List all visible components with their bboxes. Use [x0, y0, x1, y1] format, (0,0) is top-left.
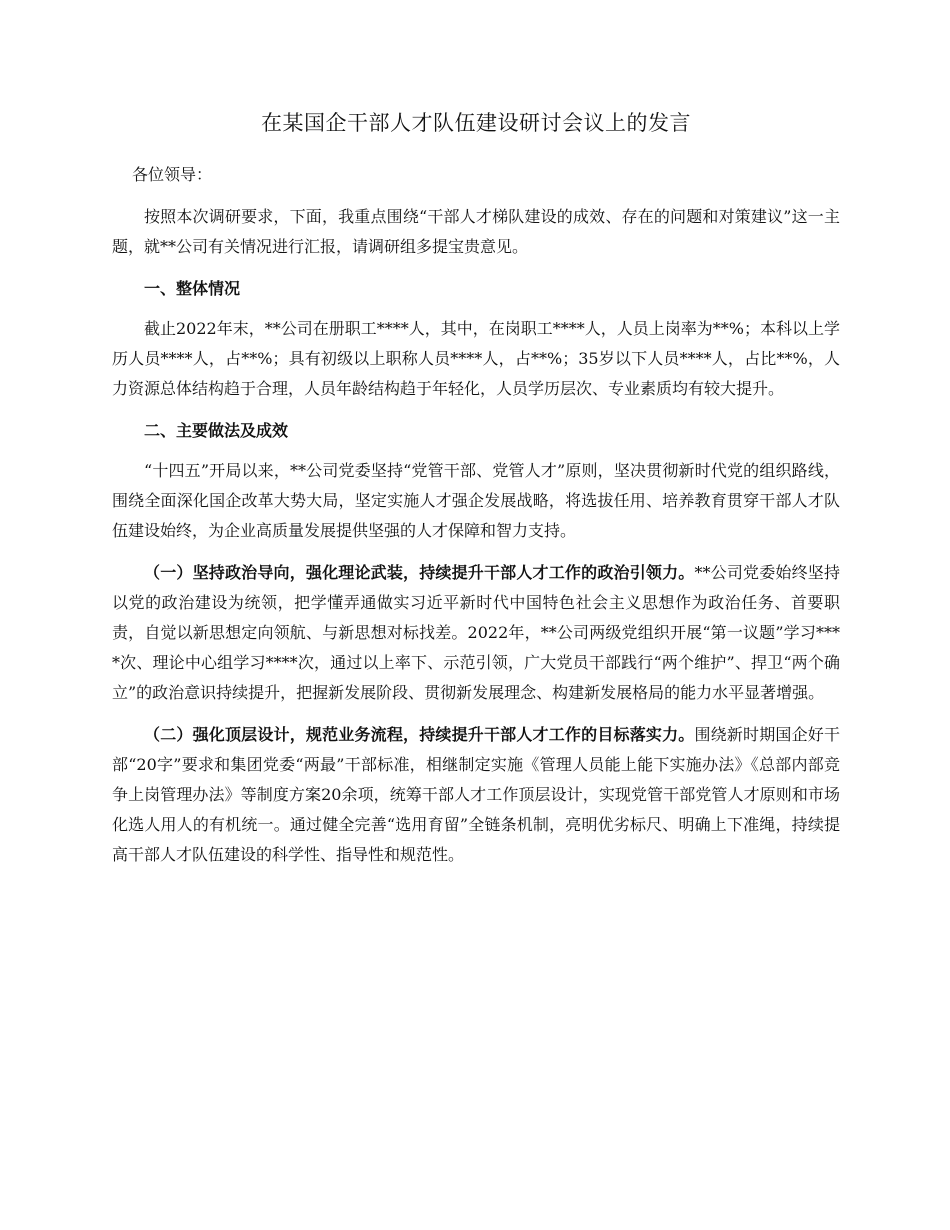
subsection-political-guidance — [112, 558, 840, 708]
subsection-lead-political: （一）坚持政治导向，强化理论武装，持续提升干部人才工作的政治引领力。 — [144, 563, 695, 582]
document-title: 在某国企干部人才队伍建设研讨会议上的发言 — [261, 111, 691, 135]
salutation: 各位领导： — [132, 165, 213, 184]
subsection-top-level-design — [112, 720, 840, 870]
section-heading-overview: 一、整体情况 — [144, 279, 241, 298]
subsection-lead-design: （二）强化顶层设计，规范业务流程，持续提升干部人才工作的目标落实力。 — [144, 725, 695, 744]
document-page — [112, 108, 840, 882]
practices-paragraph: “十四五”开局以来，**公司党委坚持“党管干部、党管人才”原则，坚决贯彻新时代党的组织路线，围绕全面深化国企改革大势大局，坚定实施人才强企发展战略，将选拔任用、培养教育贯穿干部人才队伍建设始终，为企业高质量发展提供坚强的人才保障和智力支持。 — [112, 461, 840, 540]
intro-paragraph: 按照本次调研要求，下面，我重点围绕“干部人才梯队建设的成效、存在的问题和对策建议”这一主题，就**公司有关情况进行汇报，请调研组多提宝贵意见。 — [112, 207, 840, 256]
subsection-body-political: **公司党委始终坚持以党的政治建设为统领，把学懂弄通做实习近平新时代中国特色社会主义思想作为政治任务、首要职责，自觉以新思想定向领航、与新思想对标找差。2022年，**公司两级党组织开展“第一议题”学习****次、理论中心组学习****次，通过以上率下、示范引领，广大党员干部践行“两个维护”、捍卫“两个确立”的政治意识持续提升，把握新发展阶段、贯彻新发展理念、构建新发展格局的能力水平显著增强。 — [112, 563, 840, 702]
section-heading-practices: 二、主要做法及成效 — [144, 421, 289, 440]
overview-paragraph: 截止2022年末，**公司在册职工****人，其中，在岗职工****人，人员上岗率为**%；本科以上学历人员****人，占**%；具有初级以上职称人员****人，占**%；35岁以下人员****人，占比**%，人力资源总体结构趋于合理，人员年龄结构趋于年轻化，人员学历层次、专业素质均有较大提升。 — [112, 319, 840, 398]
subsection-body-design: 围绕新时期国企好干部“20字”要求和集团党委“两最”干部标准，相继制定实施《管理人员能上能下实施办法》《总部内部竞争上岗管理办法》等制度方案20余项，统筹干部人才工作顶层设计，实现党管干部党管人才原则和市场化选人用人的有机统一。通过健全完善“选用育留”全链条机制，亮明优劣标尺、明确上下准绳，持续提高干部人才队伍建设的科学性、指导性和规范性。 — [112, 725, 840, 864]
